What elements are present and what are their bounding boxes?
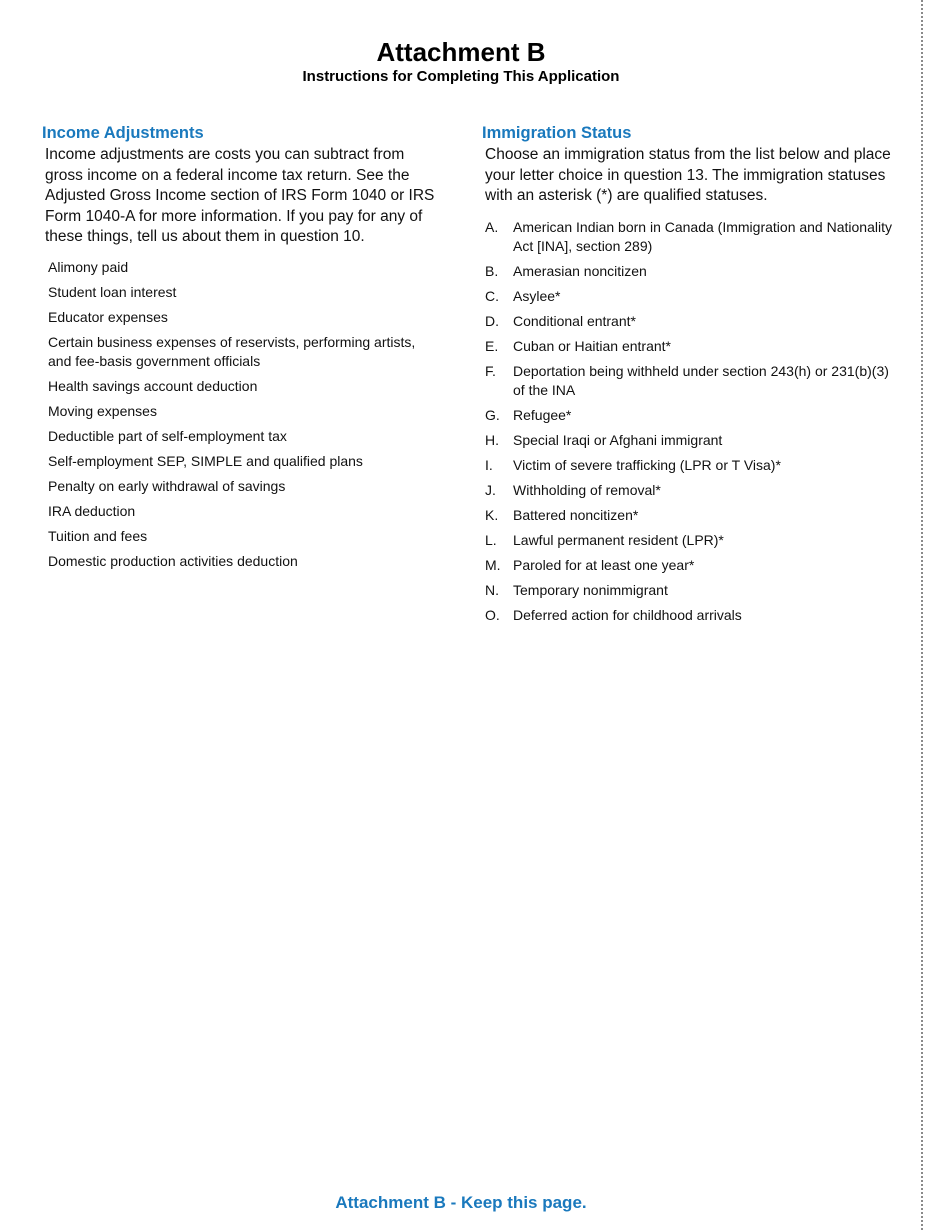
status-letter: J. — [485, 481, 496, 498]
status-letter: N. — [485, 581, 499, 598]
status-letter: E. — [485, 337, 499, 354]
list-item — [485, 581, 892, 600]
page-footer: Attachment B - Keep this page. — [335, 1193, 587, 1212]
immigration-status-section — [482, 121, 892, 631]
income-adjustments-list — [48, 258, 442, 571]
immigration-status-list — [485, 218, 892, 625]
immigration-status-heading: Immigration Status — [482, 124, 632, 142]
status-text: Battered noncitizen* — [513, 506, 639, 523]
list-item: Self-employment SEP, SIMPLE and qualified plans — [48, 452, 363, 469]
status-letter: B. — [485, 262, 499, 279]
list-item — [485, 312, 892, 331]
status-letter: O. — [485, 606, 500, 623]
list-item: Alimony paid — [48, 258, 129, 275]
income-adjustments-heading: Income Adjustments — [42, 124, 204, 142]
status-letter: I. — [485, 456, 493, 473]
status-letter: K. — [485, 506, 499, 523]
list-item: Moving expenses — [48, 402, 157, 419]
page-header — [0, 36, 922, 86]
status-letter: C. — [485, 287, 499, 304]
list-item — [485, 531, 892, 550]
list-item: Certain business expenses of reservists, performing artists, and fee-basis government officials — [48, 333, 416, 369]
status-letter: F. — [485, 362, 496, 379]
list-item — [485, 406, 892, 425]
list-item — [485, 362, 892, 400]
page-subtitle: Instructions for Completing This Application — [302, 68, 620, 85]
income-adjustments-section — [42, 121, 442, 577]
list-item: Domestic production activities deduction — [48, 552, 298, 569]
list-item — [485, 262, 892, 281]
list-item — [485, 218, 892, 256]
status-text: Lawful permanent resident (LPR)* — [513, 531, 724, 548]
list-item: Penalty on early withdrawal of savings — [48, 477, 286, 494]
list-item: IRA deduction — [48, 502, 136, 519]
status-letter: A. — [485, 218, 499, 235]
status-letter: M. — [485, 556, 501, 573]
list-item: Tuition and fees — [48, 527, 148, 544]
status-text: Cuban or Haitian entrant* — [513, 337, 671, 354]
status-text: Withholding of removal* — [513, 481, 661, 498]
status-text: American Indian born in Canada (Immigration and Nationality Act [INA], section 289) — [513, 218, 892, 254]
status-letter: D. — [485, 312, 499, 329]
status-letter: G. — [485, 406, 500, 423]
list-item — [485, 481, 892, 500]
status-text: Temporary nonimmigrant — [513, 581, 668, 598]
status-text: Special Iraqi or Afghani immigrant — [513, 431, 723, 448]
list-item: Deductible part of self-employment tax — [48, 427, 287, 444]
status-text: Amerasian noncitizen — [513, 262, 647, 279]
page-title: Attachment B — [376, 37, 546, 67]
status-letter: L. — [485, 531, 497, 548]
list-item — [485, 337, 892, 356]
list-item — [485, 287, 892, 306]
status-text: Deferred action for childhood arrivals — [513, 606, 742, 623]
list-item: Educator expenses — [48, 308, 168, 325]
status-text: Paroled for at least one year* — [513, 556, 695, 573]
status-text: Refugee* — [513, 406, 572, 423]
status-text: Asylee* — [513, 287, 561, 304]
list-item — [485, 506, 892, 525]
perforation-line — [921, 0, 923, 1230]
status-letter: H. — [485, 431, 499, 448]
income-adjustments-intro: Income adjustments are costs you can subtract from gross income on a federal income tax return. See the Adjusted Gross Income section of IRS Form 1040 or IRS Form 1040-A for more information. If you pay for any of these things, tell us about them in question 10. — [45, 146, 435, 245]
status-text: Victim of severe trafficking (LPR or T Visa)* — [513, 456, 781, 473]
list-item — [485, 431, 892, 450]
list-item — [485, 456, 892, 475]
list-item — [485, 556, 892, 575]
list-item: Student loan interest — [48, 283, 177, 300]
list-item: Health savings account deduction — [48, 377, 258, 394]
status-text: Deportation being withheld under section 243(h) or 231(b)(3) of the INA — [513, 362, 889, 398]
status-text: Conditional entrant* — [513, 312, 636, 329]
immigration-status-intro: Choose an immigration status from the list below and place your letter choice in question 13. The immigration statuses with an asterisk (*) are qualified statuses. — [485, 146, 891, 204]
list-item — [485, 606, 892, 625]
